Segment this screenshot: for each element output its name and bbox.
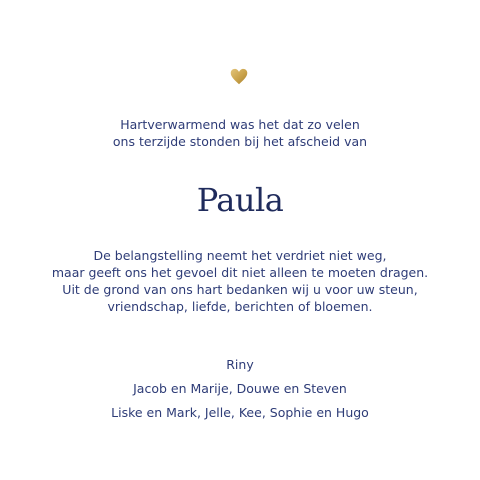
- message-line: vriendschap, liefde, berichten of bloemen.: [107, 299, 373, 314]
- message-line: De belangstelling neemt het verdriet niet weg,: [93, 248, 387, 263]
- intro-line: Hartverwarmend was het dat zo velen: [120, 117, 360, 132]
- intro-text: [0, 116, 480, 150]
- signature-line: Jacob en Marije, Douwe en Steven: [133, 381, 347, 396]
- gold-heart-icon: [228, 65, 250, 87]
- family-signature: [0, 353, 480, 425]
- signature-line: Liske en Mark, Jelle, Kee, Sophie en Hugo: [111, 405, 369, 420]
- signature-line: Riny: [226, 357, 254, 372]
- thank-you-message: [0, 247, 480, 315]
- deceased-name: Paula: [196, 181, 284, 219]
- intro-line: ons terzijde stonden bij het afscheid van: [112, 134, 368, 149]
- message-line: maar geeft ons het gevoel dit niet alleen te moeten dragen.: [51, 265, 429, 280]
- message-line: Uit de grond van ons hart bedanken wij u voor uw steun,: [62, 282, 418, 297]
